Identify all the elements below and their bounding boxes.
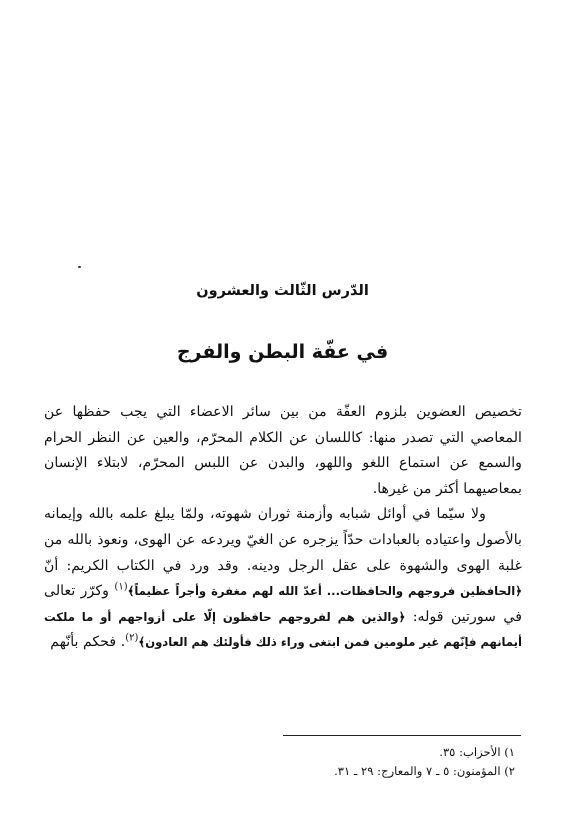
footnote-divider bbox=[283, 735, 521, 736]
paragraph-2-intro: ولا سيّما في أوائل شبابه وأزمنة ثوران شهوته، ولمّا يبلغ علمه بالله وإيمانه بالأصول واعتياده بالعبادات حدّاً يزجره عن الغيّ ويردعه عن الهوى، ونعوذ بالله من غلبة الهوى والشهوة على عقل الرجل ودينه. وقد ورد في الكتاب الكريم: أنّ bbox=[44, 506, 522, 574]
print-speck bbox=[78, 266, 81, 268]
lesson-title: الدّرس الثّالث والعشرون bbox=[196, 283, 369, 299]
paragraph-1: تخصيص العضوين بلزوم العفّة من بين سائر الاعضاء التي يجب حفظها عن المعاصي التي تصدر منها: كاللسان عن الكلام المحرّم، والعين عن النظر الحرام والسمع عن استماع اللغو واللهو، والبدن عن اللبس المحرّم، لابتلاء الإنسان بمعاصيهما أكثر من غيرها. bbox=[44, 404, 522, 497]
footnote-1: ١) الأحزاب: ٣٥. bbox=[439, 745, 515, 759]
body-text bbox=[44, 400, 522, 656]
footnotes bbox=[215, 743, 515, 781]
paragraph-2 bbox=[44, 502, 522, 656]
footnote-2: ٢) المؤمنون: ٥ ـ ٧ والمعارج: ٢٩ ـ ٣١. bbox=[334, 764, 515, 778]
footnote-ref-1: (١) bbox=[114, 581, 128, 593]
lesson-subtitle: في عفّة البطن والفرج bbox=[176, 341, 389, 363]
paragraph-2-end: . فحكم بأنّهم bbox=[50, 634, 126, 651]
quran-quote-1: ﴿الحافظين فروجهم والحافظات... أعدّ الله لهم مغفرة وأجراً عظيماً﴾ bbox=[127, 584, 522, 599]
quran-quote-2: ﴿والذين هم لفروجهم حافظون إلّا على أزواجهم أو ما ملكت أيمانهم فإنّهم غير ملومين فمن ابتغى وراء ذلك فأولئك هم العادون﴾ bbox=[44, 609, 522, 650]
footnote-ref-2: (٢) bbox=[125, 632, 139, 644]
paragraph-2-middle: وكرّر تعالى في سورتين قوله: bbox=[44, 583, 522, 625]
